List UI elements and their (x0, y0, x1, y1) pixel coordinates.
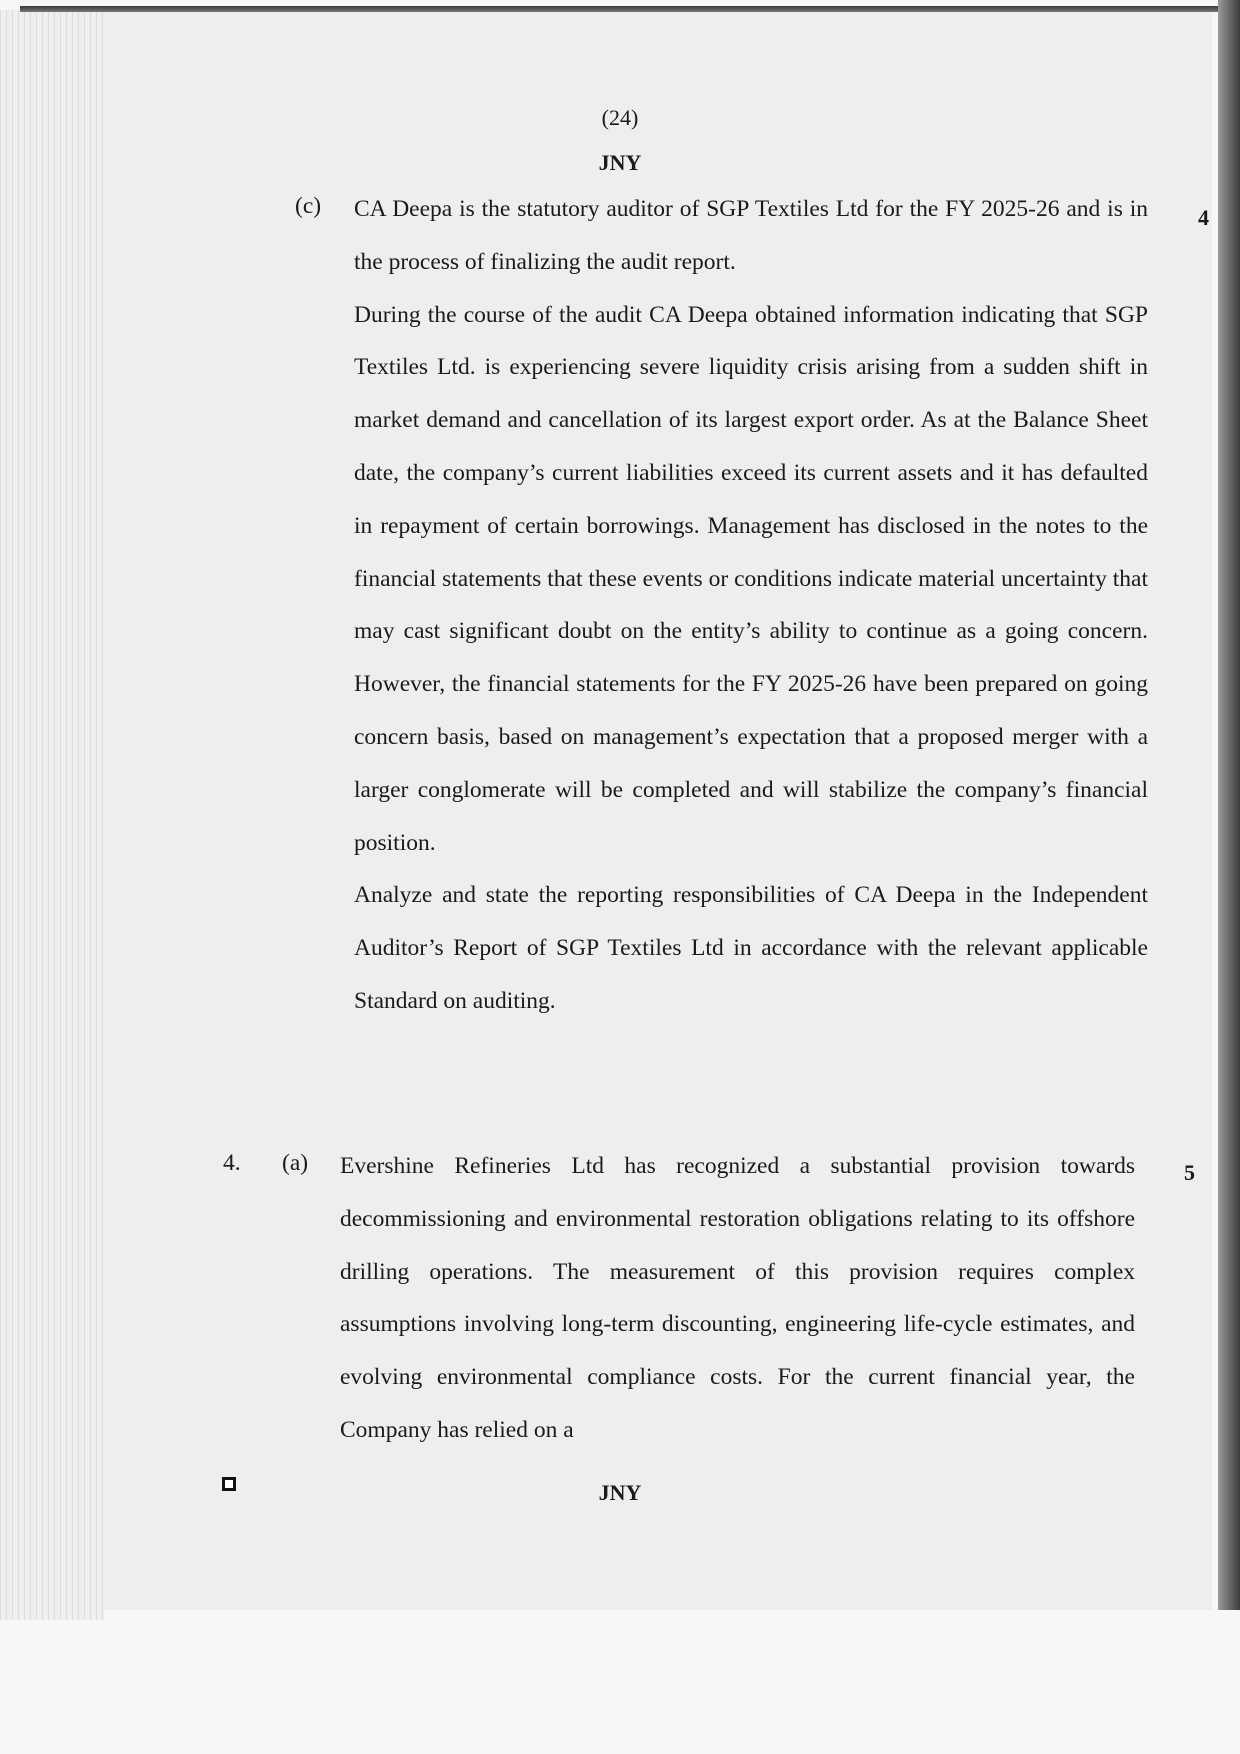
question-3c-paragraph-1: CA Deepa is the statutory auditor of SGP Textiles Ltd for the FY 2025-26 and is in the process of finalizing the audit report. (354, 196, 1148, 275)
question-4a-text: Evershine Refineries Ltd has recognized a substantial provision towards decommissioning and environmental restoration obligations relating to its offshore drilling operations. The measurement of this provision requires complex assumptions involving long-term discounting, engineering life-cycle estimates, and evolving environmental compliance costs. For the current financial year, the Company has relied on a (340, 1153, 1135, 1443)
question-4-number: 4. (223, 1150, 241, 1176)
page-stack-edges (0, 10, 104, 1620)
question-3c-body (354, 183, 1148, 1028)
header-code: JNY (598, 150, 642, 175)
top-shadow-edge (20, 6, 1220, 12)
right-shadow-edge (1218, 0, 1240, 1610)
question-4a-label: (a) (282, 1150, 309, 1176)
question-3c-paragraph-3: Analyze and state the reporting responsibilities of CA Deepa in the Independent Auditor’s Report of SGP Textiles Ltd in accordance with the relevant applicable Standard on auditing. (354, 882, 1148, 1014)
question-4a-body (340, 1140, 1135, 1457)
footer-code: JNY (598, 1480, 642, 1505)
page-number: (24) (601, 105, 639, 130)
question-3c-paragraph-2: During the course of the audit CA Deepa obtained information indicating that SGP Textiles Ltd. is experiencing severe liquidity crisis arising from a sudden shift in market demand and cancellation of its largest export order. As at the Balance Sheet date, the company’s current liabilities exceed its current assets and it has defaulted in repayment of certain borrowings. Management has disclosed in the notes to the financial statements that these events or conditions indicate material uncertainty that may cast significant doubt on the entity’s ability to continue as a going concern. However, the financial statements for the FY 2025-26 have been prepared on going concern basis, based on management’s expectation that a proposed merger with a larger conglomerate will be completed and will stabilize the company’s financial position. (354, 301, 1148, 856)
question-4a-marks: 5 (1184, 1160, 1195, 1185)
question-3c-label: (c) (295, 193, 322, 219)
question-3c-marks: 4 (1198, 205, 1209, 230)
